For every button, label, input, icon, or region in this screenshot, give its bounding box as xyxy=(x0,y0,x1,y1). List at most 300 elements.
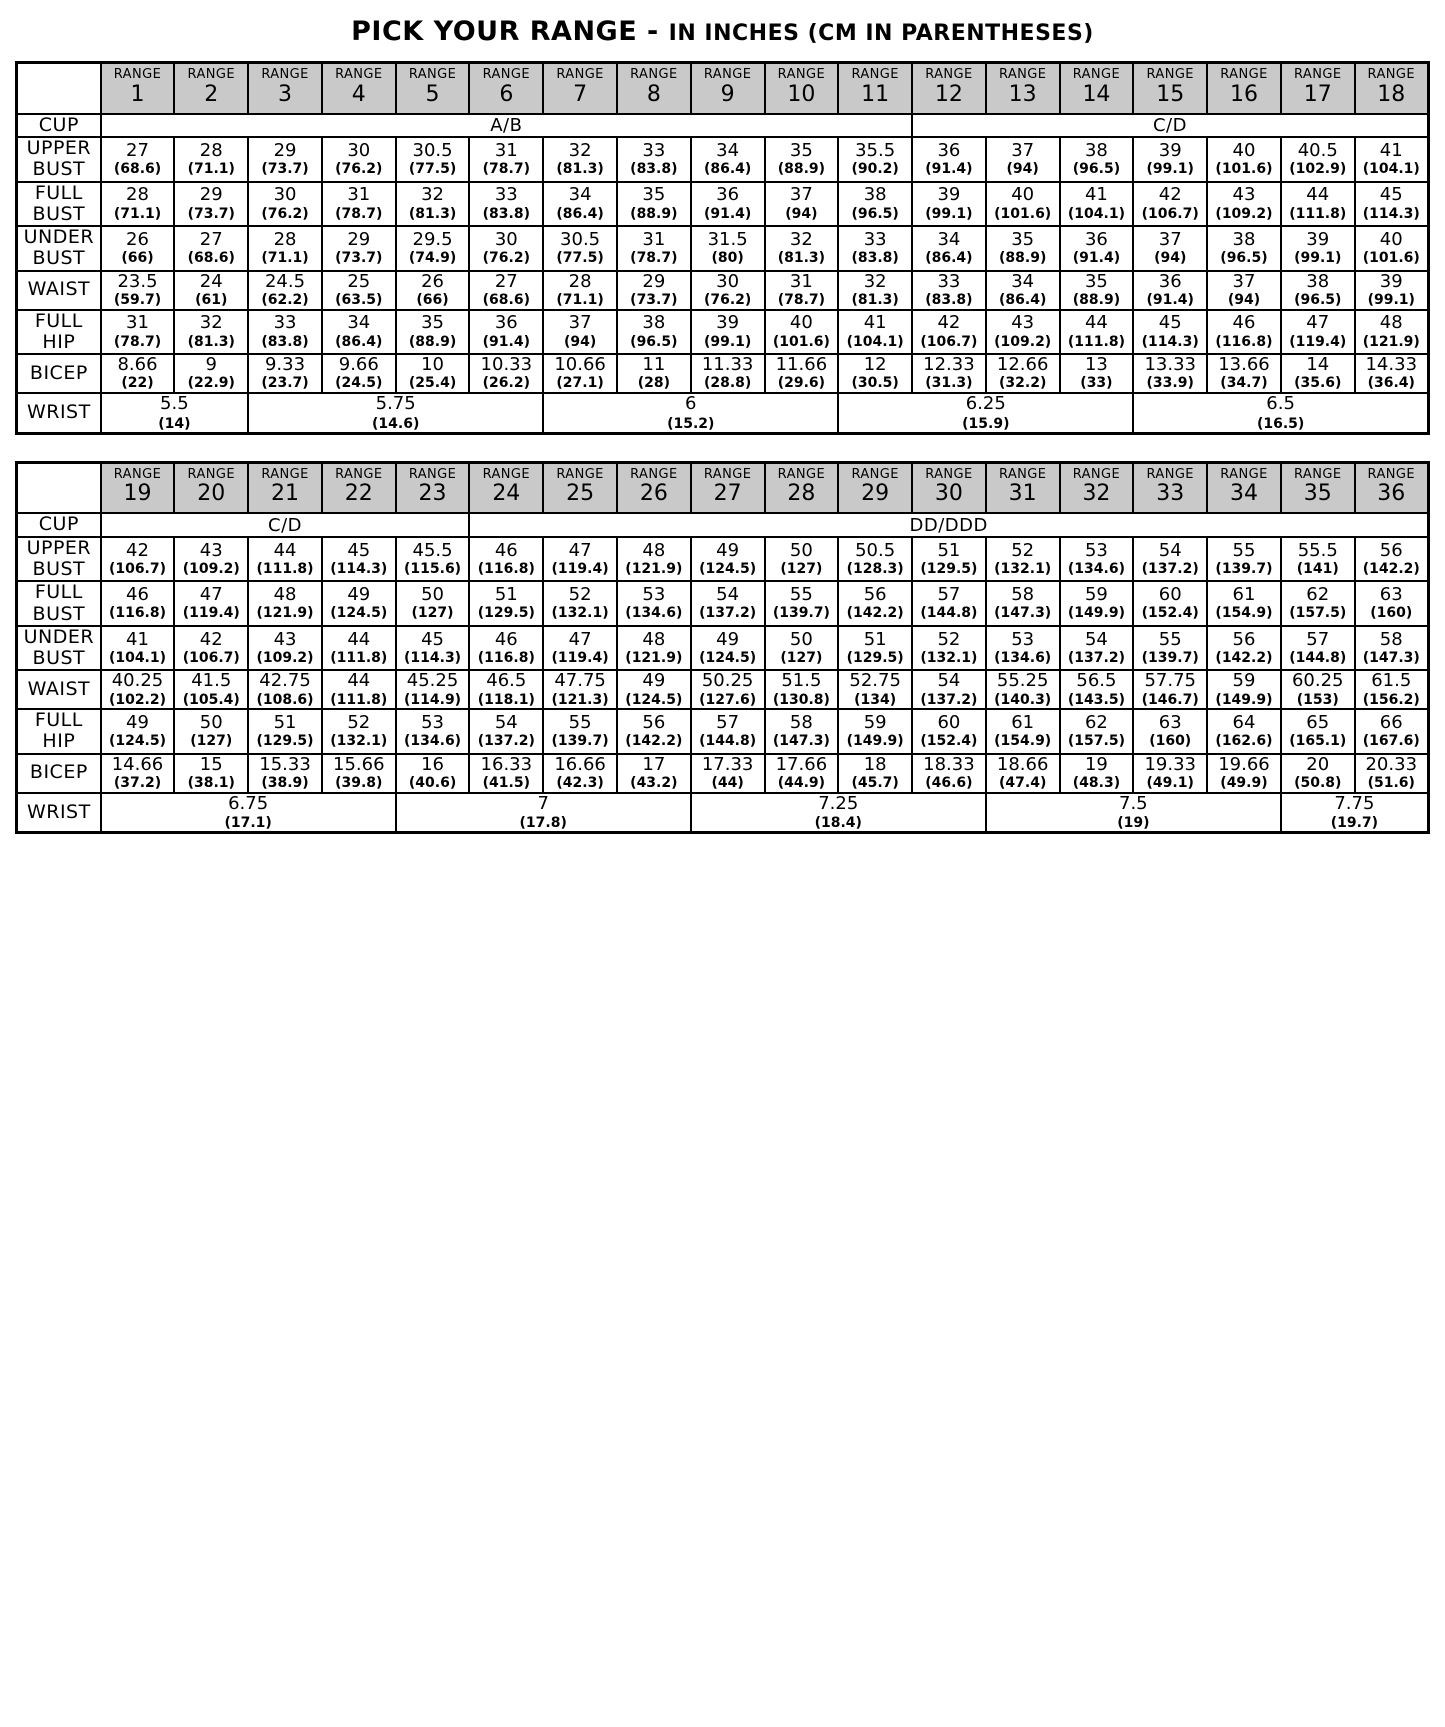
cell-under-bust-range-27 xyxy=(691,626,765,671)
range-word: RANGE xyxy=(187,67,235,82)
value-cm: (104.1) xyxy=(1362,161,1420,178)
value-cm: (106.7) xyxy=(1141,205,1199,222)
value-inches: 31 xyxy=(494,139,518,161)
value-inches: 5.5 xyxy=(160,392,189,414)
cell-upper-bust-range-7 xyxy=(543,137,617,182)
value-cm: (101.6) xyxy=(1215,161,1273,178)
cell-full-hip-range-9 xyxy=(691,310,765,355)
value-cm: (46.6) xyxy=(925,774,973,791)
cell-wrist-group-4 xyxy=(838,393,1133,433)
cell-under-bust-range-24 xyxy=(469,626,543,671)
value-inches: 19 xyxy=(1084,753,1108,775)
table-ranges-1-18 xyxy=(15,61,1430,435)
cup-group-a-b: A/B xyxy=(101,114,912,137)
value-inches: 35 xyxy=(1011,229,1035,250)
cell-upper-bust-range-35 xyxy=(1281,537,1355,582)
value-inches: 60.25 xyxy=(1291,670,1344,692)
value-inches: 36 xyxy=(716,184,740,206)
value-inches: 45 xyxy=(347,539,371,561)
value-cm: (119.4) xyxy=(551,560,609,577)
value-inches: 48 xyxy=(642,628,666,650)
value-cm: (96.5) xyxy=(1294,291,1342,308)
value-cm: (109.2) xyxy=(1215,205,1273,222)
value-cm: (51.6) xyxy=(1367,774,1415,791)
value-cm: (124.5) xyxy=(108,733,167,750)
cell-full-bust-range-10 xyxy=(765,182,839,227)
value-inches: 30.5 xyxy=(560,229,601,250)
range-number: 17 xyxy=(1303,81,1332,107)
value-cm: (91.4) xyxy=(482,333,530,350)
cell-full-hip-range-19 xyxy=(101,709,175,754)
value-cm: (154.9) xyxy=(994,733,1052,750)
cell-full-hip-range-10 xyxy=(765,310,839,355)
cell-full-hip-range-24 xyxy=(469,709,543,754)
range-word: RANGE xyxy=(1294,466,1342,482)
value-cm: (33) xyxy=(1080,375,1113,392)
cell-full-bust-range-29 xyxy=(838,581,912,626)
value-inches: 33 xyxy=(494,184,518,206)
cell-waist-range-23 xyxy=(396,670,470,709)
cell-full-hip-range-1 xyxy=(101,310,175,355)
value-inches: 17.33 xyxy=(701,753,754,775)
cell-waist-range-24 xyxy=(469,670,543,709)
cell-full-bust-range-11 xyxy=(838,182,912,227)
cell-full-bust-range-28 xyxy=(765,581,839,626)
value-inches: 37 xyxy=(1158,229,1182,250)
value-cm: (83.8) xyxy=(482,205,530,222)
value-inches: 28 xyxy=(199,139,223,161)
row-label-line: HIP xyxy=(42,730,76,753)
value-cm: (78.7) xyxy=(482,161,530,178)
value-cm: (66) xyxy=(121,250,154,267)
value-inches: 19.66 xyxy=(1218,753,1270,775)
value-inches: 28 xyxy=(126,184,149,206)
cell-waist-range-30 xyxy=(912,670,986,709)
value-cm: (24.5) xyxy=(335,375,383,392)
value-cm: (152.4) xyxy=(920,733,978,750)
value-cm: (99.1) xyxy=(1367,291,1415,308)
value-cm: (73.7) xyxy=(630,291,678,308)
cell-full-bust-range-25 xyxy=(543,581,617,626)
value-inches: 24.5 xyxy=(264,270,306,292)
value-cm: (91.4) xyxy=(1146,291,1194,308)
cell-bicep-range-16 xyxy=(1207,354,1281,393)
cell-upper-bust-range-2 xyxy=(174,137,248,182)
value-cm: (137.2) xyxy=(1141,560,1199,577)
value-inches: 38 xyxy=(863,184,887,206)
cell-full-hip-range-25 xyxy=(543,709,617,754)
value-inches: 39 xyxy=(1379,270,1403,292)
range-word: RANGE xyxy=(1294,67,1342,82)
cell-upper-bust-range-20 xyxy=(174,537,248,582)
cell-bicep-range-11 xyxy=(838,354,912,393)
value-inches: 7.75 xyxy=(1334,792,1375,814)
cell-bicep-range-31 xyxy=(986,754,1060,793)
cell-waist-range-6 xyxy=(469,271,543,310)
value-inches: 39 xyxy=(716,312,740,334)
value-inches: 49 xyxy=(126,712,149,734)
value-cm: (76.2) xyxy=(335,161,383,178)
value-inches: 11 xyxy=(642,354,666,376)
cell-upper-bust-range-25 xyxy=(543,537,617,582)
range-header-15 xyxy=(1133,63,1207,114)
value-inches: 57.75 xyxy=(1144,670,1196,692)
range-number: 5 xyxy=(425,81,440,107)
value-inches: 44 xyxy=(273,539,297,561)
value-inches: 40 xyxy=(1379,229,1403,250)
cell-bicep-range-29 xyxy=(838,754,912,793)
value-cm: (49.1) xyxy=(1146,774,1194,791)
value-cm: (81.3) xyxy=(187,333,235,350)
cell-full-bust-range-4 xyxy=(322,182,396,227)
range-number: 31 xyxy=(1008,481,1037,507)
range-header-33 xyxy=(1133,462,1207,513)
value-cm: (137.2) xyxy=(920,691,978,708)
cell-waist-range-32 xyxy=(1060,670,1134,709)
cell-upper-bust-range-9 xyxy=(691,137,765,182)
range-header-2 xyxy=(174,63,248,114)
value-cm: (14.6) xyxy=(372,415,420,432)
cell-bicep-range-2 xyxy=(174,354,248,393)
value-inches: 9 xyxy=(205,354,217,376)
cell-upper-bust-range-26 xyxy=(617,537,691,582)
row-label-line: FULL xyxy=(34,309,83,332)
value-inches: 46 xyxy=(126,584,149,606)
range-header-31 xyxy=(986,462,1060,513)
value-inches: 11.33 xyxy=(701,354,754,376)
value-inches: 47.75 xyxy=(554,670,606,692)
value-inches: 17 xyxy=(642,753,666,775)
cell-upper-bust-range-27 xyxy=(691,537,765,582)
value-cm: (141) xyxy=(1296,560,1339,577)
value-cm: (94) xyxy=(563,333,597,350)
value-inches: 12 xyxy=(863,354,887,376)
value-cm: (88.9) xyxy=(630,205,678,222)
cell-upper-bust-range-4 xyxy=(322,137,396,182)
range-number: 14 xyxy=(1082,81,1111,107)
value-inches: 39 xyxy=(937,184,961,206)
value-inches: 56.5 xyxy=(1076,670,1117,692)
cell-under-bust-range-12 xyxy=(912,226,986,271)
range-number: 26 xyxy=(639,481,668,507)
value-cm: (116.8) xyxy=(108,605,167,622)
range-word: RANGE xyxy=(998,466,1047,482)
row-label-full-hip xyxy=(17,310,101,355)
cell-bicep-range-22 xyxy=(322,754,396,793)
row-label-upper-bust xyxy=(17,137,101,182)
value-inches: 52 xyxy=(568,584,592,606)
cell-full-hip-range-22 xyxy=(322,709,396,754)
value-cm: (149.9) xyxy=(1067,605,1125,622)
value-cm: (134.6) xyxy=(625,605,683,622)
cell-under-bust-range-11 xyxy=(838,226,912,271)
value-inches: 28 xyxy=(273,229,297,250)
cell-upper-bust-range-18 xyxy=(1355,137,1429,182)
cell-full-bust-range-17 xyxy=(1281,182,1355,227)
cell-bicep-range-1 xyxy=(101,354,175,393)
value-inches: 59 xyxy=(863,712,887,734)
cell-under-bust-range-17 xyxy=(1281,226,1355,271)
cell-full-hip-range-21 xyxy=(248,709,322,754)
cell-bicep-range-4 xyxy=(322,354,396,393)
range-number: 30 xyxy=(934,481,963,507)
value-cm: (101.6) xyxy=(994,205,1052,222)
value-cm: (118.1) xyxy=(477,691,535,708)
value-cm: (15.2) xyxy=(667,415,715,432)
range-header-27 xyxy=(691,462,765,513)
value-cm: (91.4) xyxy=(925,161,973,178)
value-cm: (129.5) xyxy=(920,560,978,577)
range-number: 20 xyxy=(197,481,226,507)
value-inches: 29 xyxy=(199,184,223,206)
value-cm: (140.3) xyxy=(994,691,1052,708)
value-inches: 31 xyxy=(642,229,666,250)
cell-under-bust-range-29 xyxy=(838,626,912,671)
cell-full-bust-range-3 xyxy=(248,182,322,227)
value-cm: (99.1) xyxy=(1146,161,1194,178)
cell-full-hip-range-18 xyxy=(1355,310,1429,355)
value-cm: (83.8) xyxy=(851,250,899,267)
cell-full-hip-range-32 xyxy=(1060,709,1134,754)
cell-full-hip-range-29 xyxy=(838,709,912,754)
cell-bicep-range-8 xyxy=(617,354,691,393)
value-cm: (104.1) xyxy=(108,649,167,666)
row-label-full-bust xyxy=(17,182,101,227)
value-inches: 51.5 xyxy=(781,670,822,692)
table-corner-cell xyxy=(17,462,101,513)
cell-waist-range-14 xyxy=(1060,271,1134,310)
value-inches: 36 xyxy=(494,312,518,334)
value-inches: 35 xyxy=(789,139,813,161)
value-cm: (78.7) xyxy=(777,291,826,308)
value-inches: 25 xyxy=(347,270,371,292)
row-label-waist xyxy=(17,670,101,709)
value-cm: (129.5) xyxy=(256,733,314,750)
value-inches: 44 xyxy=(1084,312,1108,334)
range-number: 21 xyxy=(271,481,300,507)
value-inches: 47 xyxy=(1306,312,1330,334)
range-number: 29 xyxy=(861,481,890,507)
value-inches: 15.66 xyxy=(333,753,385,775)
value-inches: 9.66 xyxy=(338,354,379,376)
value-cm: (94) xyxy=(1006,161,1039,178)
cell-full-bust-range-7 xyxy=(543,182,617,227)
cell-full-hip-range-35 xyxy=(1281,709,1355,754)
value-inches: 29.5 xyxy=(412,229,453,250)
cell-full-hip-range-26 xyxy=(617,709,691,754)
value-inches: 24 xyxy=(199,270,223,292)
value-cm: (115.6) xyxy=(404,560,462,577)
cell-waist-range-2 xyxy=(174,271,248,310)
value-inches: 49 xyxy=(642,670,666,692)
cell-full-hip-range-11 xyxy=(838,310,912,355)
value-inches: 55 xyxy=(568,712,592,734)
cell-upper-bust-range-3 xyxy=(248,137,322,182)
range-number: 23 xyxy=(418,481,447,507)
value-inches: 50 xyxy=(199,712,223,734)
range-number: 32 xyxy=(1082,481,1111,507)
cell-upper-bust-range-28 xyxy=(765,537,839,582)
value-cm: (94) xyxy=(1227,291,1261,308)
row-label-full-hip xyxy=(17,709,101,754)
value-inches: 43 xyxy=(199,539,223,561)
range-header-36 xyxy=(1355,462,1429,513)
range-word: RANGE xyxy=(925,67,973,82)
value-inches: 32 xyxy=(568,139,592,161)
range-header-1 xyxy=(101,63,175,114)
value-cm: (44.9) xyxy=(777,774,826,791)
value-inches: 31.5 xyxy=(707,229,748,250)
cell-bicep-range-23 xyxy=(396,754,470,793)
value-cm: (34.7) xyxy=(1220,375,1268,392)
cell-upper-bust-range-34 xyxy=(1207,537,1281,582)
range-number: 28 xyxy=(787,481,816,507)
cell-under-bust-range-25 xyxy=(543,626,617,671)
cell-upper-bust-range-24 xyxy=(469,537,543,582)
value-inches: 10.66 xyxy=(554,354,606,376)
value-cm: (36.4) xyxy=(1367,375,1415,392)
cell-waist-range-11 xyxy=(838,271,912,310)
value-inches: 50.5 xyxy=(855,539,896,561)
value-cm: (83.8) xyxy=(925,291,973,308)
value-cm: (147.3) xyxy=(1362,649,1420,666)
cell-wrist-group-2 xyxy=(396,793,691,833)
value-cm: (68.6) xyxy=(482,291,530,308)
cup-group-c-d: C/D xyxy=(101,513,470,536)
value-inches: 64 xyxy=(1232,712,1256,734)
row-label-line: BUST xyxy=(32,202,86,225)
value-inches: 30 xyxy=(494,229,518,250)
value-cm: (99.1) xyxy=(925,205,973,222)
cell-waist-range-25 xyxy=(543,670,617,709)
value-cm: (121.9) xyxy=(625,560,683,577)
value-cm: (81.3) xyxy=(851,291,899,308)
value-cm: (31.3) xyxy=(925,375,973,392)
row-label-full-bust xyxy=(17,581,101,626)
value-cm: (73.7) xyxy=(187,205,235,222)
value-cm: (80) xyxy=(711,250,744,267)
range-header-11 xyxy=(838,63,912,114)
cell-full-hip-range-31 xyxy=(986,709,1060,754)
value-inches: 41 xyxy=(126,628,149,650)
value-cm: (94) xyxy=(785,205,818,222)
value-inches: 13 xyxy=(1084,354,1108,376)
cell-bicep-range-24 xyxy=(469,754,543,793)
value-inches: 50 xyxy=(421,584,444,606)
cell-under-bust-range-13 xyxy=(986,226,1060,271)
value-inches: 35.5 xyxy=(855,139,896,161)
value-inches: 56 xyxy=(863,584,887,606)
value-cm: (38.9) xyxy=(261,774,309,791)
range-word: RANGE xyxy=(925,466,973,482)
range-number: 13 xyxy=(1008,81,1037,107)
value-inches: 7.5 xyxy=(1119,792,1148,814)
value-inches: 55 xyxy=(1232,539,1256,561)
row-label-line: WAIST xyxy=(27,278,91,301)
cell-waist-range-4 xyxy=(322,271,396,310)
cell-wrist-group-3 xyxy=(543,393,838,433)
value-cm: (19) xyxy=(1117,815,1150,832)
value-inches: 42.75 xyxy=(259,670,311,692)
value-inches: 12.33 xyxy=(923,354,975,376)
value-cm: (134.6) xyxy=(404,733,462,750)
cell-under-bust-range-26 xyxy=(617,626,691,671)
range-word: RANGE xyxy=(556,67,604,82)
value-cm: (45.7) xyxy=(851,774,899,791)
cell-waist-range-15 xyxy=(1133,271,1207,310)
cell-upper-bust-range-8 xyxy=(617,137,691,182)
value-cm: (30.5) xyxy=(851,375,899,392)
value-cm: (17.8) xyxy=(519,815,567,832)
value-inches: 49 xyxy=(716,539,740,561)
value-cm: (104.1) xyxy=(846,333,904,350)
value-inches: 37 xyxy=(1232,270,1256,292)
cell-upper-bust-range-22 xyxy=(322,537,396,582)
cell-full-hip-range-6 xyxy=(469,310,543,355)
value-inches: 33 xyxy=(642,139,666,161)
cell-under-bust-range-22 xyxy=(322,626,396,671)
value-inches: 14.66 xyxy=(111,753,164,775)
cell-waist-range-16 xyxy=(1207,271,1281,310)
value-cm: (134.6) xyxy=(994,649,1052,666)
row-label-line: FULL xyxy=(34,581,83,604)
value-inches: 50 xyxy=(789,628,813,650)
value-inches: 58 xyxy=(1011,584,1035,606)
range-header-24 xyxy=(469,462,543,513)
range-header-21 xyxy=(248,462,322,513)
cell-full-bust-range-19 xyxy=(101,581,175,626)
cell-upper-bust-range-31 xyxy=(986,537,1060,582)
value-inches: 8.66 xyxy=(117,354,158,376)
cell-bicep-range-21 xyxy=(248,754,322,793)
range-word: RANGE xyxy=(630,466,678,482)
cell-under-bust-range-18 xyxy=(1355,226,1429,271)
value-cm: (73.7) xyxy=(261,161,309,178)
value-inches: 30 xyxy=(347,139,371,161)
value-inches: 6.5 xyxy=(1266,392,1295,414)
range-word: RANGE xyxy=(335,67,383,82)
value-inches: 16.66 xyxy=(554,753,606,775)
range-header-19 xyxy=(101,462,175,513)
value-inches: 15.33 xyxy=(259,753,311,775)
value-cm: (137.2) xyxy=(1067,649,1125,666)
value-cm: (132.1) xyxy=(551,605,609,622)
value-cm: (132.1) xyxy=(920,649,978,666)
value-cm: (68.6) xyxy=(113,161,162,178)
value-inches: 6.25 xyxy=(965,392,1006,414)
row-label-under-bust xyxy=(17,226,101,271)
value-inches: 51 xyxy=(273,712,297,734)
cell-bicep-range-19 xyxy=(101,754,175,793)
range-number: 27 xyxy=(713,481,742,507)
value-cm: (77.5) xyxy=(408,161,457,178)
cell-full-bust-range-13 xyxy=(986,182,1060,227)
value-inches: 45.5 xyxy=(412,539,453,561)
cell-upper-bust-range-30 xyxy=(912,537,986,582)
value-inches: 41.5 xyxy=(191,670,232,692)
value-cm: (17.1) xyxy=(224,815,272,832)
value-cm: (78.7) xyxy=(630,250,678,267)
value-inches: 38 xyxy=(1232,229,1256,250)
row-label-under-bust xyxy=(17,626,101,671)
cell-waist-range-12 xyxy=(912,271,986,310)
value-cm: (19.7) xyxy=(1330,815,1379,832)
cell-full-bust-range-20 xyxy=(174,581,248,626)
value-inches: 29 xyxy=(273,139,297,161)
value-cm: (160) xyxy=(1370,605,1413,622)
cell-bicep-range-18 xyxy=(1355,354,1429,393)
range-header-10 xyxy=(765,63,839,114)
